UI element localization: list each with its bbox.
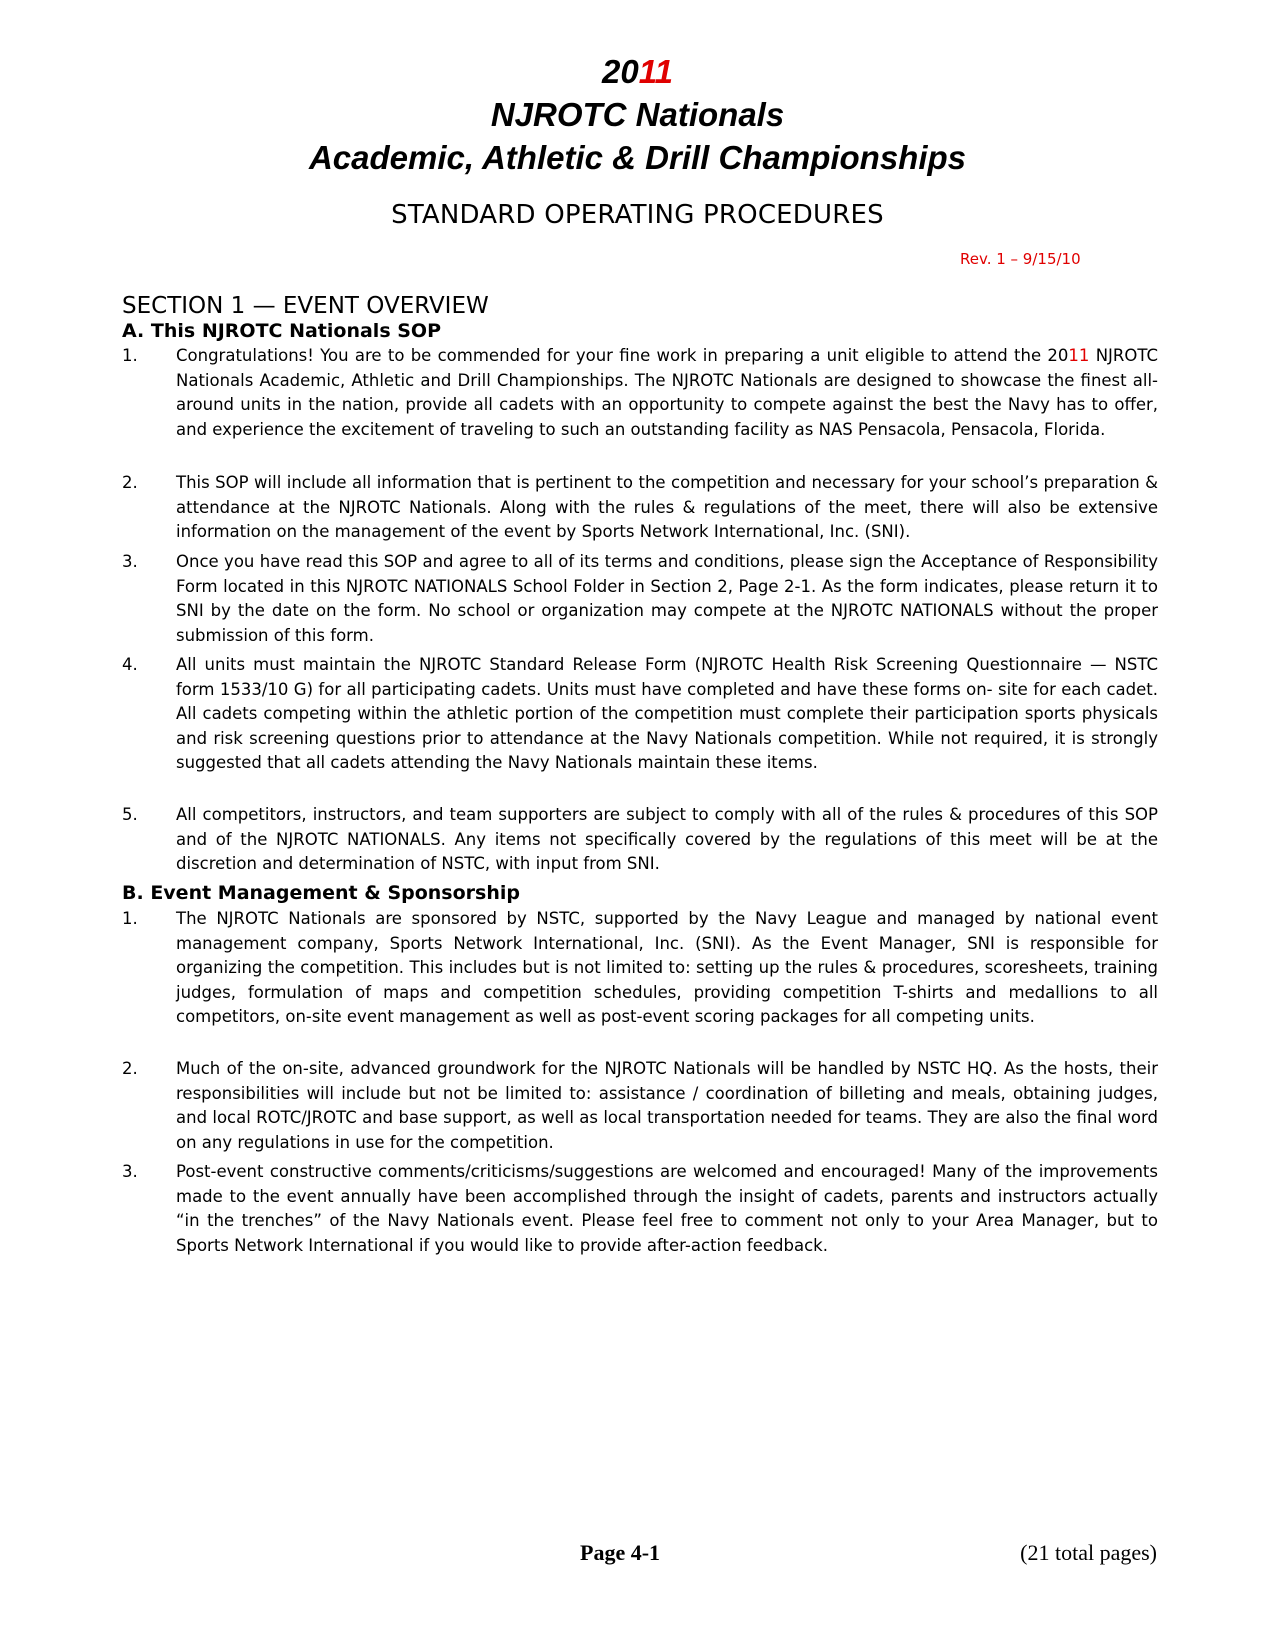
total-pages: (21 total pages) — [1020, 1540, 1157, 1565]
item-text-start: Congratulations! You are to be commended for your fine work in preparing a unit eligible to attend the — [176, 346, 1048, 365]
part-a-item-2 — [122, 471, 1158, 545]
item-text: Once you have read this SOP and agree to all of its terms and conditions, please sign the Acceptance of Responsibility Form located in this NJROTC NATIONALS School Folder in Section 2, Page 2-1. As the form indicates, please return it to SNI by the date on the form. No school or organization may compete at the NJROTC NATIONALS without the proper submission of this form. — [176, 552, 1158, 645]
item-year-suffix: 11 — [1068, 346, 1090, 365]
item-number: 1. — [122, 909, 138, 928]
item-year-prefix: 20 — [1047, 346, 1069, 365]
part-a-heading: A. This NJROTC Nationals SOP — [122, 320, 442, 342]
title-year-suffix: 11 — [638, 53, 673, 90]
item-number: 4. — [122, 655, 138, 674]
item-text — [176, 344, 1158, 442]
part-b-item-3 — [122, 1160, 1158, 1258]
part-b-item-2 — [122, 1057, 1158, 1155]
item-text: The NJROTC Nationals are sponsored by NSTC, supported by the Navy League and managed by national event management company, Sports Network International, Inc. (SNI). As the Event Manager, SNI is responsible for organizing the competition. This includes but is not limited to: setting up the rules & procedures, scoresheets, training judges, formulation of maps and competition schedules, providing competition T-shirts and medallions to all competitors, on-site event management as well as post-event scoring packages for all competing units. — [176, 909, 1158, 1026]
item-text: All units must maintain the NJROTC Standard Release Form (NJROTC Health Risk Screening Questionnaire — NSTC form 1533/10 G) for all participating cadets. Units must have completed and have these forms on- site for each cadet. All cadets competing within the athletic portion of the competition must complete their participation sports physicals and risk screening questions prior to attendance at the Navy Nationals competition. While not required, it is strongly suggested that all cadets attending the Navy Nationals maintain these items. — [176, 655, 1158, 772]
item-text: This SOP will include all information that is pertinent to the competition and necessary for your school’s preparation & attendance at the NJROTC Nationals. Along with the rules & regulations of the meet, there will also be extensive information on the management of the event by Sports Network International, Inc. (SNI). — [176, 473, 1158, 541]
item-number: 3. — [122, 1162, 138, 1181]
item-number: 5. — [122, 805, 138, 824]
item-text: All competitors, instructors, and team supporters are subject to comply with all of the rules & procedures of this SOP and of the NJROTC NATIONALS. Any items not specifically covered by the regulations of this meet will be at the discretion and determination of NSTC, with input from SNI. — [176, 805, 1158, 873]
section-title: SECTION 1 — EVENT OVERVIEW — [122, 293, 489, 319]
title-championships: Academic, Athletic & Drill Championships — [308, 139, 967, 176]
title-event-name: NJROTC Nationals — [490, 96, 785, 133]
item-number: 2. — [122, 1059, 138, 1078]
item-text: Post-event constructive comments/criticisms/suggestions are welcomed and encouraged! Many of the improvements made to the event annually have been accomplished through the insight of cadets, parents and instructors actually “in the trenches” of the Navy Nationals event. Please feel free to comment not only to your Area Manager, but to Sports Network International if you would like to provide after-action feedback. — [176, 1162, 1158, 1255]
part-b-heading: B. Event Management & Sponsorship — [122, 882, 520, 904]
part-a-item-1 — [122, 344, 1158, 442]
part-b-item-1 — [122, 907, 1158, 1030]
title-year — [0, 50, 1275, 93]
part-a-item-4 — [122, 653, 1158, 776]
page-number: Page 4-1 — [580, 1540, 661, 1565]
item-number: 3. — [122, 552, 138, 571]
item-number: 1. — [122, 346, 138, 365]
item-text: Much of the on-site, advanced groundwork for the NJROTC Nationals will be handled by NSTC HQ. As the hosts, their responsibilities will include but not be limited to: assistance / coordination of billeting and meals, obtaining judges, and local ROTC/JROTC and base support, as well as local transportation needed for teams. They are also the final word on any regulations in use for the competition. — [176, 1059, 1158, 1152]
part-a-item-5 — [122, 803, 1158, 877]
document-subtitle: STANDARD OPERATING PROCEDURES — [391, 200, 884, 230]
document-title — [0, 50, 1275, 179]
item-text-end: NJROTC Nationals Academic, Athletic and Drill Championships. The NJROTC Nationals are designed to showcase the finest all-around units in the nation, provide all cadets with an opportunity to compete against the best the Navy has to offer, and experience the excitement of traveling to such an outstanding facility as NAS Pensacola, Pensacola, Florida. — [176, 346, 1158, 439]
title-year-prefix: 20 — [602, 53, 639, 90]
part-a-item-3 — [122, 550, 1158, 648]
item-number: 2. — [122, 473, 138, 492]
revision-label: Rev. 1 – 9/15/10 — [960, 250, 1081, 268]
